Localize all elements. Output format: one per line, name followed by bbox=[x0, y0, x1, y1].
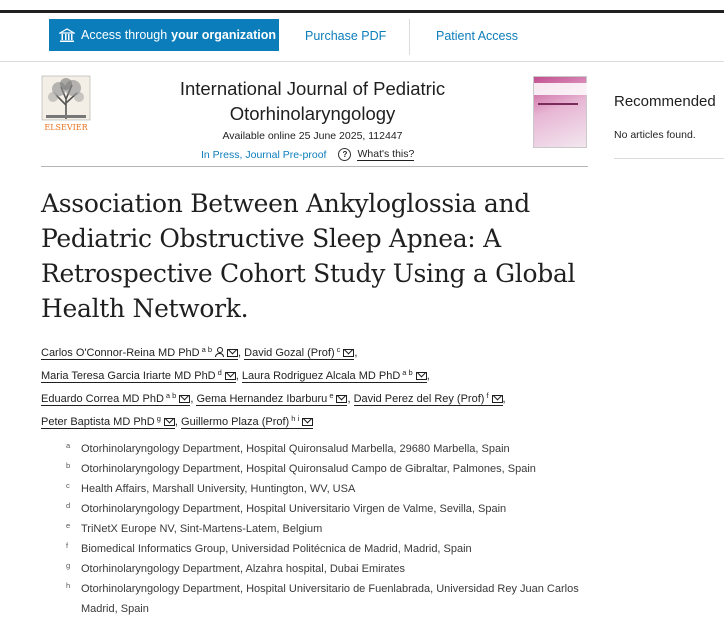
author-affiliation-sup: d bbox=[217, 368, 222, 377]
envelope-icon bbox=[302, 418, 313, 426]
affiliation-item bbox=[66, 499, 596, 519]
envelope-icon bbox=[227, 349, 238, 357]
header-divider bbox=[41, 166, 588, 167]
author-name[interactable]: Maria Teresa Garcia Iriarte MD PhD bbox=[41, 370, 216, 382]
author-name[interactable]: David Gozal (Prof) bbox=[244, 347, 335, 359]
author-list: Carlos O'Connor-Reina MD PhD $^{a b}$ , David Gozal (Prof) $^c$ , Maria Teresa Garcia Iriarte MD PhD $^d$ , Laura Rodriguez Alcala MD PhD $^{a b}$ , Eduardo Correa MD PhD $^{a b}$ , Gema Hernandez Ibarburu $^e$ , David Perez del Rey (Prof) $^f$ , Peter Baptista MD PhD $^g$ , Guillermo Plaza (Prof) $^{h i}$ bbox=[41, 345, 506, 428]
elsevier-tree-icon bbox=[41, 75, 91, 135]
author-affiliation-sup: e bbox=[329, 391, 334, 400]
recommended-heading: Recommended bbox=[614, 93, 716, 110]
journal-title-line2[interactable]: Otorhinolaryngology bbox=[229, 103, 396, 124]
affiliation-label: g bbox=[66, 561, 71, 570]
affiliation-text: Otorhinolaryngology Department, Hospital Universitario Virgen de Valme, Sevilla, Spain bbox=[81, 503, 507, 515]
author-link[interactable] bbox=[196, 393, 347, 406]
affiliation-text: Biomedical Informatics Group, Universidad Politécnica de Madrid, Madrid, Spain bbox=[81, 543, 472, 555]
publisher-name: ELSEVIER bbox=[44, 123, 88, 132]
question-icon: ? bbox=[338, 148, 351, 161]
affiliation-item bbox=[66, 459, 596, 479]
affiliation-item bbox=[66, 439, 596, 459]
affiliation-label: b bbox=[66, 461, 71, 470]
affiliation-text: Otorhinolaryngology Department, Hospital Quironsalud Marbella, 29680 Marbella, Spain bbox=[81, 443, 510, 455]
author-name[interactable]: Carlos O'Connor-Reina MD PhD bbox=[41, 347, 200, 359]
author-name[interactable]: Gema Hernandez Ibarburu bbox=[196, 393, 328, 405]
recommended-divider bbox=[614, 158, 724, 159]
purchase-pdf-link[interactable]: Purchase PDF bbox=[305, 29, 387, 43]
person-icon bbox=[215, 347, 224, 357]
author-link[interactable] bbox=[181, 416, 313, 429]
affiliation-item bbox=[66, 579, 596, 619]
author-link[interactable] bbox=[41, 347, 238, 360]
author-name[interactable]: David Perez del Rey (Prof) bbox=[353, 393, 485, 405]
article-status-row bbox=[201, 148, 414, 161]
envelope-icon bbox=[343, 349, 354, 357]
author-affiliation-sup: a b bbox=[201, 345, 213, 354]
affiliation-text: Otorhinolaryngology Department, Alzahra hospital, Dubai Emirates bbox=[81, 563, 406, 575]
envelope-icon bbox=[336, 395, 347, 403]
envelope-icon bbox=[179, 395, 190, 403]
elsevier-logo[interactable] bbox=[41, 75, 91, 135]
access-bold: your organization bbox=[171, 28, 277, 42]
affiliation-list bbox=[66, 439, 596, 619]
journal-cover-image[interactable] bbox=[533, 76, 587, 148]
author-name[interactable]: Peter Baptista MD PhD bbox=[41, 416, 155, 428]
affiliation-label: f bbox=[66, 541, 69, 550]
envelope-icon bbox=[416, 372, 427, 380]
author-name[interactable]: Laura Rodriguez Alcala MD PhD bbox=[241, 370, 401, 382]
institution-icon bbox=[59, 27, 75, 43]
author-link[interactable] bbox=[41, 416, 175, 429]
affiliation-label: c bbox=[66, 481, 70, 490]
access-through-organization-button[interactable] bbox=[49, 19, 279, 51]
affiliation-text: TriNetX Europe NV, Sint-Martens-Latem, Belgium bbox=[81, 523, 323, 535]
toolbar-divider bbox=[409, 19, 410, 55]
affiliation-text: Otorhinolaryngology Department, Hospital Universitario de Fuenlabrada, Universidad Rey Juan Carlos Madrid, Spain bbox=[81, 583, 579, 615]
author-link[interactable] bbox=[242, 370, 427, 383]
author-name[interactable]: Guillermo Plaza (Prof) bbox=[181, 416, 290, 428]
author-affiliation-sup: c bbox=[336, 345, 341, 354]
affiliation-item bbox=[66, 559, 596, 579]
cover-stripe bbox=[538, 103, 578, 105]
cover-band bbox=[534, 83, 588, 95]
author-name[interactable]: Eduardo Correa MD PhD bbox=[41, 393, 164, 405]
author-affiliation-sup: f bbox=[486, 391, 489, 400]
affiliation-text: Otorhinolaryngology Department, Hospital Quironsalud Campo de Gibraltar, Palmones, Spain bbox=[81, 463, 536, 475]
journal-title-line1[interactable]: International Journal of Pediatric bbox=[179, 78, 446, 99]
affiliation-item bbox=[66, 479, 596, 499]
author-link[interactable] bbox=[244, 347, 354, 360]
affiliation-label: e bbox=[66, 521, 71, 530]
author-link[interactable] bbox=[41, 370, 236, 383]
access-prefix: Access through bbox=[81, 28, 168, 42]
whats-this-link[interactable]: What's this? bbox=[357, 148, 415, 160]
author-affiliation-sup: a b bbox=[165, 391, 177, 400]
affiliation-item bbox=[66, 519, 596, 539]
affiliation-label: a bbox=[66, 441, 71, 450]
affiliation-label: h bbox=[66, 581, 71, 590]
availability-date: Available online 25 June 2025, 112447 bbox=[222, 130, 403, 142]
author-affiliation-sup: a b bbox=[402, 368, 413, 377]
recommended-empty-message: No articles found. bbox=[614, 129, 696, 141]
author-link[interactable] bbox=[41, 393, 190, 406]
envelope-icon bbox=[164, 418, 175, 426]
access-toolbar bbox=[0, 13, 724, 62]
affiliation-label: d bbox=[66, 501, 71, 510]
author-affiliation-sup: g bbox=[156, 414, 161, 423]
author-link[interactable] bbox=[354, 393, 503, 406]
envelope-icon bbox=[225, 372, 236, 380]
article-title: Association Between Ankyloglossia and Pediatric Obstructive Sleep Apnea: A Retrospective Cohort Study Using a Global Health Network. bbox=[41, 189, 576, 323]
envelope-icon bbox=[492, 395, 503, 403]
in-press-label: In Press, Journal Pre-proof bbox=[201, 148, 327, 161]
affiliation-text: Health Affairs, Marshall University, Huntington, WV, USA bbox=[81, 483, 356, 495]
journal-title[interactable] bbox=[140, 76, 485, 126]
author-affiliation-sup: h i bbox=[291, 414, 300, 423]
affiliation-item bbox=[66, 539, 596, 559]
patient-access-link[interactable]: Patient Access bbox=[436, 29, 518, 43]
